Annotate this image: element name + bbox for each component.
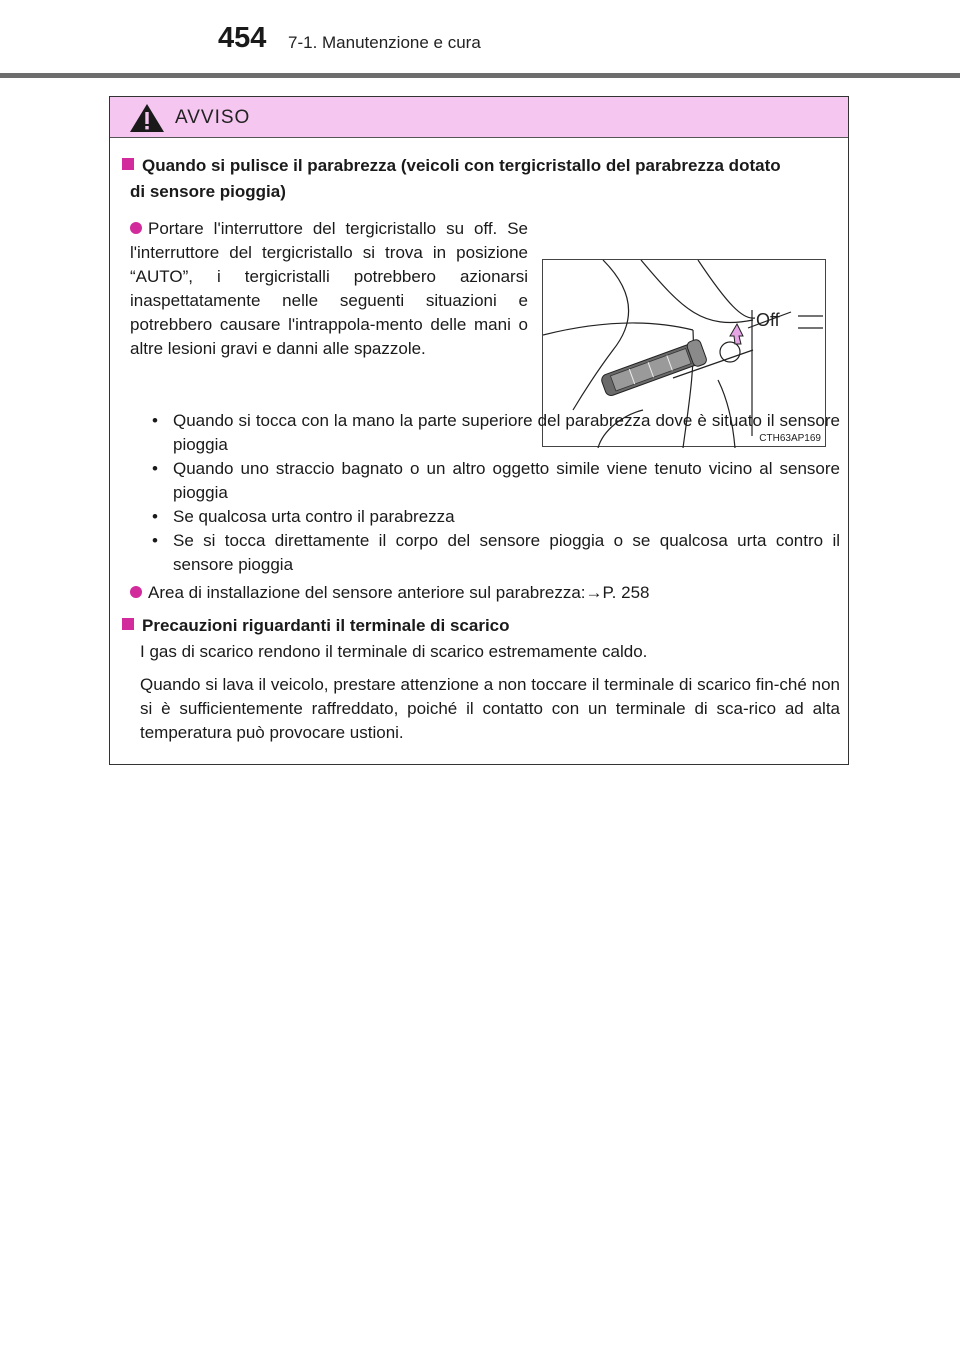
- sensor-area-paragraph: Area di installazione del sensore anteriore sul parabrezza:→P. 258: [130, 581, 830, 605]
- header-rule: [0, 73, 960, 78]
- section-heading-exhaust: Precauzioni riguardanti il terminale di scarico: [122, 613, 842, 639]
- warning-box: [109, 96, 849, 765]
- list-item: • Se si tocca direttamente il corpo del sensore pioggia o se qualcosa urta contro il sensore pioggia: [152, 531, 840, 574]
- wiper-off-paragraph: Portare l'interruttore del tergicristallo su off. Se l'interruttore del tergicristallo si trova in posizione “AUTO”, i tergicristalli potrebbero azionarsi inaspettatamente nelle seguenti situazioni e potrebbero causare l'intrappola-mento delle mani o altre lesioni gravi e danni alle spazzole.: [130, 219, 528, 358]
- list-item: • Quando uno straccio bagnato o un altro oggetto simile viene tenuto vicino al sensore pioggia: [152, 459, 840, 502]
- exhaust-paragraph-2: Quando si lava il veicolo, prestare attenzione a non toccare il terminale di scarico fin-ché non si è sufficientemente raffreddato, poiché il contatto con un terminale di sca-rico ad alta temperatura può provocare ustioni.: [140, 675, 840, 742]
- list-item: • Quando si tocca con la mano la parte superiore del parabrezza dove è situato il sensore pioggia: [152, 411, 840, 454]
- warning-header: [110, 97, 848, 138]
- situations-list: [150, 409, 840, 577]
- exhaust-paragraph-1: I gas di scarico rendono il terminale di scarico estremamente caldo.: [140, 642, 648, 661]
- list-item: • Se qualcosa urta contro il parabrezza: [152, 507, 455, 526]
- warning-triangle-icon: [129, 103, 165, 133]
- figure-code: CTH63AP169: [759, 433, 821, 444]
- square-bullet-icon: [122, 158, 134, 170]
- round-bullet-icon: [130, 222, 142, 234]
- off-position-label: Off: [756, 310, 780, 330]
- section-heading-wipers: Quando si pulisce il parabrezza (veicoli con tergicristallo del parabrezza dotato di sensore pioggia): [122, 153, 842, 205]
- round-bullet-icon: [130, 586, 142, 598]
- page-number: 454: [218, 22, 267, 54]
- section-title: 7-1. Manutenzione e cura: [288, 33, 481, 52]
- page-header: [0, 0, 960, 80]
- warning-title: AVVISO: [175, 107, 251, 128]
- square-bullet-icon: [122, 618, 134, 630]
